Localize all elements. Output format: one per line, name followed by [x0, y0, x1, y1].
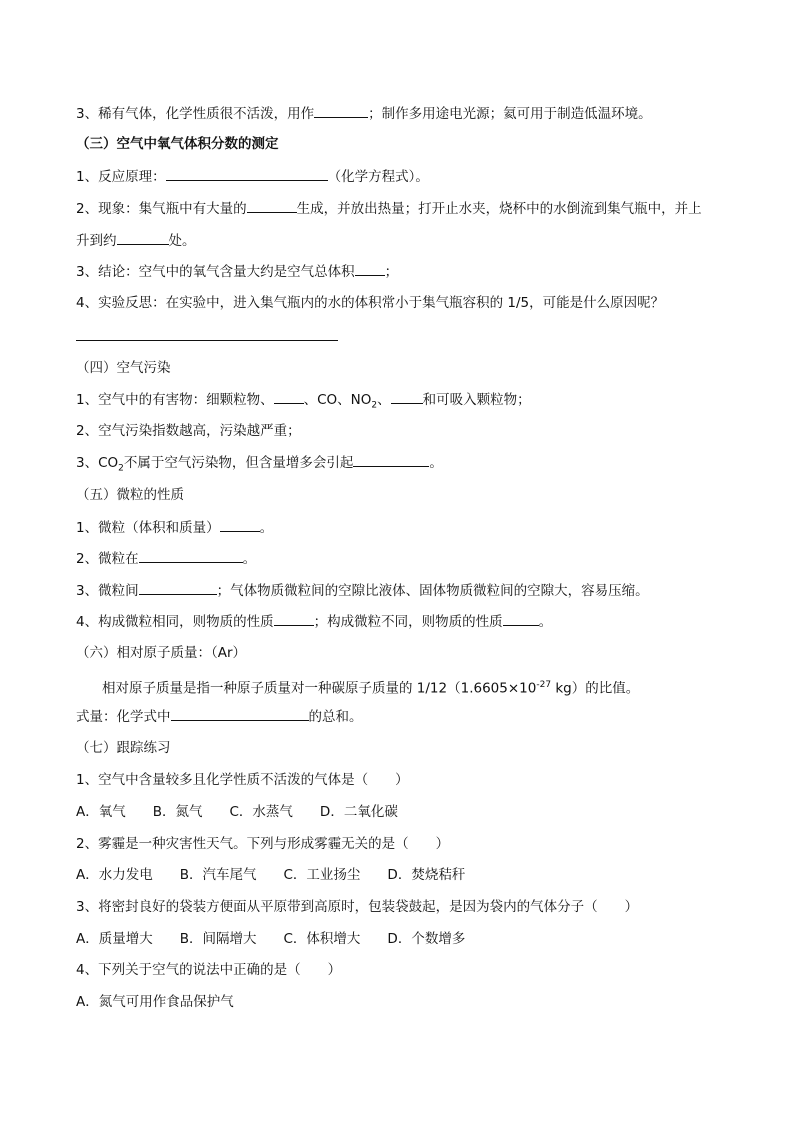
answer-blank[interactable] — [166, 167, 328, 181]
line-particle-properties: 4、构成微粒相同，则物质的性质 ；构成微粒不同，则物质的性质 。 — [76, 614, 553, 630]
question-3-options: A．质量增大 B．间隔增大 C．体积增大 D．个数增多 — [76, 931, 466, 947]
section-heading-3: （三）空气中氧气体积分数的测定 — [76, 136, 279, 152]
answer-blank[interactable] — [503, 612, 539, 626]
section-heading-7: （七）跟踪练习 — [76, 740, 171, 756]
line-relative-atomic-mass: 相对原子质量是指一种原子质量对一种碳原子质量的 $1/12(1.6605\times 10^{-27}$ kg）的比值。 — [102, 680, 640, 697]
question-3: 3、将密封良好的袋装方便面从平原带到高原时，包装袋鼓起，是因为袋内的气体分子（ ） — [76, 899, 639, 915]
answer-blank[interactable] — [117, 231, 169, 245]
answer-blank[interactable] — [314, 104, 368, 118]
answer-blank[interactable] — [220, 518, 260, 532]
answer-blank[interactable] — [391, 390, 423, 404]
answer-blank[interactable] — [353, 453, 429, 467]
line-co2: 3、$CO_2$不属于空气污染物，但含量增多会引起 。 — [76, 455, 443, 474]
section-heading-5: （五）微粒的性质 — [76, 487, 184, 503]
line-phenomenon: 2、现象：集气瓶中有大量的 生成，并放出热量；打开止水夹，烧杯中的水倒流到集气瓶中，并上 — [76, 201, 702, 217]
line-formula-mass: 式量：化学式中 的总和。 — [76, 709, 363, 725]
line-particle-size: 1、微粒（体积和质量） 。 — [76, 520, 274, 536]
answer-blank[interactable] — [274, 612, 314, 626]
line-conclusion: 3、结论：空气中的氧气含量大约是空气总体积 ； — [76, 264, 399, 280]
answer-blank[interactable] — [247, 199, 297, 213]
answer-line[interactable] — [76, 340, 338, 341]
line-reaction-principle: 1、反应原理： （化学方程式）。 — [76, 169, 429, 185]
line-particle-motion: 2、微粒在 。 — [76, 551, 257, 567]
line-rare-gases: 3、稀有气体，化学性质很不活泼，用作 ；制作多用途电光源；氦可用于制造低温环境。 — [76, 106, 652, 122]
question-1: 1、空气中含量较多且化学性质不活泼的气体是（ ） — [76, 772, 409, 788]
question-1-options: A．氧气 B．氮气 C．水蒸气 D．二氧化碳 — [76, 804, 398, 820]
question-2: 2、雾霾是一种灾害性天气。下列与形成雾霾无关的是（ ） — [76, 836, 450, 852]
line-phenomenon-cont: 升到约 处。 — [76, 233, 196, 249]
line-reflection: 4、实验反思：在实验中，进入集气瓶内的水的体积常小于集气瓶容积的 1/5，可能是什么原因呢？ — [76, 295, 665, 311]
question-4-option-a: A．氮气可用作食品保护气 — [76, 994, 234, 1010]
answer-blank[interactable] — [171, 707, 309, 721]
question-2-options: A．水力发电 B．汽车尾气 C．工业扬尘 D．焚烧秸秆 — [76, 867, 466, 883]
line-harmful-substances: 1、空气中的有害物：细颗粒物、 、CO、$NO_2$、 和可吸入颗粒物； — [76, 392, 531, 411]
line-particle-gaps: 3、微粒间 ；气体物质微粒间的空隙比液体、固体物质微粒间的空隙大，容易压缩。 — [76, 583, 649, 599]
answer-blank[interactable] — [139, 549, 243, 563]
answer-blank[interactable] — [139, 581, 217, 595]
question-4: 4、下列关于空气的说法中正确的是（ ） — [76, 962, 342, 978]
line-pollution-index: 2、空气污染指数越高，污染越严重； — [76, 423, 301, 439]
answer-blank[interactable] — [355, 262, 385, 276]
answer-blank[interactable] — [274, 390, 304, 404]
section-heading-4: （四）空气污染 — [76, 360, 171, 376]
section-heading-6: （六）相对原子质量：（Ar） — [76, 645, 247, 661]
